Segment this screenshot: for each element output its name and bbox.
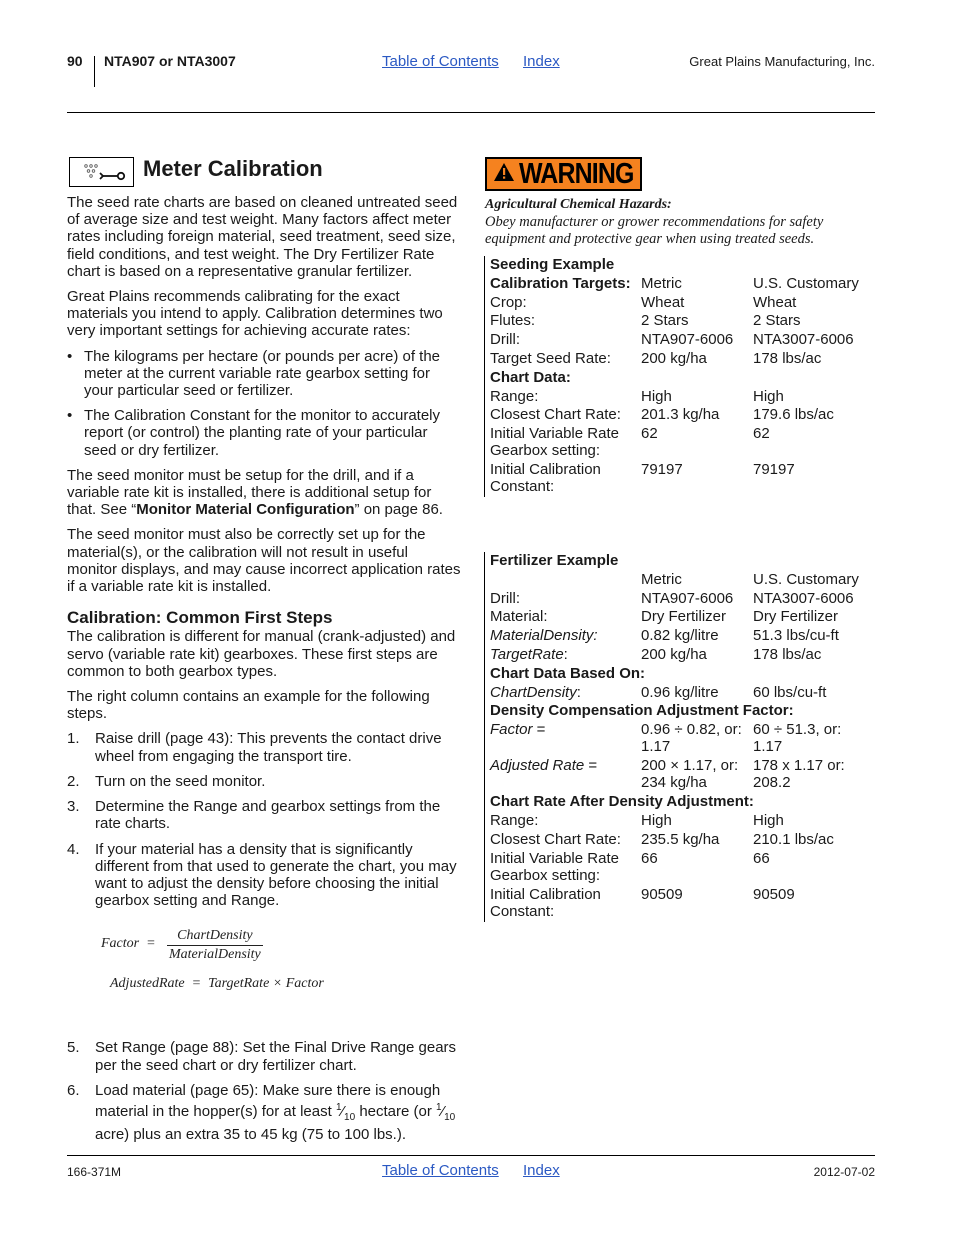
- steps-list: [67, 730, 462, 909]
- model-title: NTA907 or NTA3007: [104, 53, 236, 69]
- intro-paragraph: The seed rate charts are based on cleaned untreated seed of average size and test weight. Many factors affect meter rates including foreign material, seed treatment, seed size, field conditions, and test weight. The Dry Fertilizer Rate chart is based on a representative granular fertilizer.: [67, 194, 458, 280]
- step-item: 4. If your material has a density that is significantly different from that used to generate the chart, you may want to adjust the density before choosing the initial gearbox setting and Range.: [67, 840, 457, 910]
- step-item: 3. Determine the Range and gearbox settings from the rate charts.: [67, 798, 441, 833]
- hazard-title: Agricultural Chemical Hazards:: [485, 197, 672, 212]
- header-divider: [94, 56, 95, 87]
- adjusted-rate-formula: AdjustedRate = TargetRate × Factor: [110, 976, 324, 992]
- calibration-diff-paragraph: The calibration is different for manual (crank-adjusted) and servo (variable rate kit) gearboxes. These first steps are common to both gearbox types.: [67, 628, 456, 680]
- step-item: 6. Load material (page 65): Make sure there is enough material in the hopper(s) for at least $^1⁄_{10}$ hectare (or $^1⁄_{10}$ acre) plus an extra 35 to 45 kg (75 to 100 lbs.).: [67, 1081, 456, 1144]
- formula-fraction: ChartDensity MaterialDensity: [169, 928, 261, 962]
- document-number: 166-371M: [67, 1165, 122, 1179]
- seeding-example: Seeding Example Calibration Targets: Metric U.S. Customary Crop: Wheat Wheat Flutes: 2 Stars 2 Stars Drill: NTA907-6006 NTA3007-6006 Target Seed Rate: 200 kg/ha 178 lbs/ac Chart Data: Range: High High Closest Chart Rate: 201.3 kg/ha 179.6 lbs/ac Initial Variable Rate Gearbox setting: 62 62 Initial Calibration Constant: 79197 79197: [484, 256, 490, 497]
- warning-triangle-icon: [493, 162, 515, 187]
- right-column-note: The right column contains an example for the following steps.: [67, 688, 430, 723]
- list-item: • The kilograms per hectare (or pounds per acre) of the meter at the current variable rate gearbox setting for your particular seed or fertilizer.: [67, 348, 462, 400]
- monitor-setup-paragraph: The seed monitor must be setup for the drill, and if a variable rate kit is installed, there is additional setup for that. See “Monitor Material Configuration” on page 86.: [67, 466, 443, 519]
- toc-link-bottom[interactable]: Table of Contents: [382, 1162, 499, 1179]
- index-link-bottom[interactable]: Index: [523, 1162, 560, 1179]
- footer-rule: [67, 1155, 875, 1156]
- warning-label: [485, 157, 642, 191]
- step-item: 1. Raise drill (page 43): This prevents the contact drive wheel from engaging the transport tire.: [67, 730, 442, 765]
- list-item: • The Calibration Constant for the monitor to accurately report (or control) the planting rate of your particular seed or dry fertilizer.: [67, 407, 462, 459]
- document-date: 2012-07-02: [813, 1165, 875, 1179]
- left-column: [67, 194, 462, 1151]
- monitor-material-paragraph: The seed monitor must also be correctly set up for the material(s), or the calibration will not result in useful monitor displays, and may cause incorrect application rates if a variable rate kit is installed.: [67, 526, 461, 596]
- fertilizer-heading: Fertilizer Example: [490, 552, 619, 569]
- steps-list-continued: [67, 1039, 462, 1143]
- fertilizer-example: Fertilizer Example Metric U.S. Customary Drill: NTA907-6006 NTA3007-6006 Material: Dry Fertilizer Dry Fertilizer MaterialDensity: 0.82 kg/litre 51.3 lbs/cu-ft TargetRate: 200 kg/ha 178 lbs/ac Chart Data Based On: ChartDensity: 0.96 kg/litre 60 lbs/cu-ft Density Compensation Adjustment Factor: Factor = 0.96 ÷ 0.82, or: 1.17 60 ÷ 51.3, or: 1.17 Adjusted Rate = 200 × 1.17, or: 234 kg/ha 178 x 1.17 or: 208.2 Chart Rate After Density Adjustment: Range: High High Closest Chart Rate: 235.5 kg/ha 210.1 lbs/ac Initial Variable Rate Gearbox setting: 66 66 Initial Calibration Constant: 90509 90509: [484, 552, 490, 922]
- header-rule: [67, 112, 875, 113]
- hazard-text: Obey manufacturer or grower recommendations for safety equipment and protective gear when using treated seeds.: [485, 214, 824, 247]
- density-formulas: Factor = ChartDensity MaterialDensity AdjustedRate = TargetRate × Factor: [101, 928, 324, 992]
- seed-meter-wrench-icon: [69, 157, 134, 187]
- section-title: Meter Calibration: [143, 156, 323, 181]
- subheading: Calibration: Common First Steps: [67, 608, 333, 628]
- recommend-paragraph: Great Plains recommends calibrating for the exact materials you intend to apply. Calibration determines two very important settings for achieving accurate rates:: [67, 288, 443, 340]
- monitor-config-ref: Monitor Material Configuration: [136, 501, 355, 519]
- warning-text: WARNING: [519, 157, 634, 190]
- seeding-heading: Seeding Example: [490, 256, 615, 273]
- toc-link-top[interactable]: Table of Contents: [382, 53, 499, 70]
- step-item: 2. Turn on the seed monitor.: [67, 772, 266, 790]
- step-item: 5. Set Range (page 88): Set the Final Drive Range gears per the seed chart or dry fertilizer chart.: [67, 1039, 457, 1074]
- settings-list: [67, 348, 462, 459]
- company-name: Great Plains Manufacturing, Inc.: [689, 54, 875, 69]
- page-number: 90: [67, 53, 83, 69]
- index-link-top[interactable]: Index: [523, 53, 560, 70]
